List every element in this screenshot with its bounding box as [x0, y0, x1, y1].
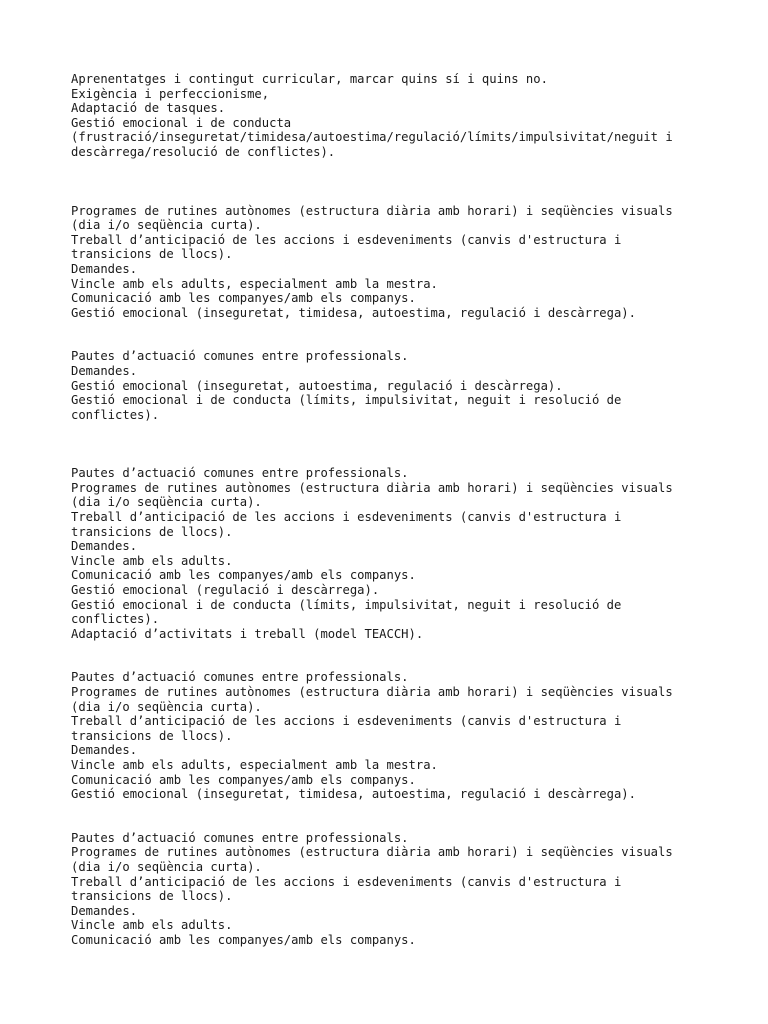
text-line: Pautes d’actuació comunes entre professionals. — [71, 830, 409, 845]
text-line: Programes de rutines autònomes (estructura diària amb horari) i seqüències visuals — [71, 203, 673, 218]
text-line: Demandes. — [71, 261, 138, 276]
document-page — [71, 72, 751, 948]
text-line: Vincle amb els adults. — [71, 553, 233, 568]
text-line: Gestió emocional i de conducta — [71, 115, 292, 130]
text-line: Comunicació amb les companyes/amb els companys. — [71, 291, 416, 306]
text-block-3 — [71, 349, 751, 422]
text-block-1 — [71, 72, 751, 160]
text-line: Adaptació de tasques. — [71, 101, 226, 116]
text-block-5 — [71, 670, 751, 801]
text-line: Adaptació d’activitats i treball (model TEACCH). — [71, 626, 424, 641]
text-line: Treball d’anticipació de les accions i esdeveniments (canvis d'estructura i — [71, 510, 622, 525]
text-line: (dia i/o seqüència curta). — [71, 218, 262, 233]
text-line: transicions de llocs). — [71, 889, 233, 904]
text-line: Vincle amb els adults. — [71, 918, 233, 933]
text-line: conflictes). — [71, 612, 160, 627]
text-line: Demandes. — [71, 539, 138, 554]
text-line: Gestió emocional i de conducta (límits, impulsivitat, neguit i resolució de — [71, 393, 622, 408]
text-line: (frustració/inseguretat/timidesa/autoestima/regulació/límits/impulsivitat/neguit i — [71, 130, 673, 145]
text-line: (dia i/o seqüència curta). — [71, 495, 262, 510]
text-line: (dia i/o seqüència curta). — [71, 699, 262, 714]
text-line: Comunicació amb les companyes/amb els companys. — [71, 772, 416, 787]
text-line: transicions de llocs). — [71, 728, 233, 743]
text-line: Pautes d’actuació comunes entre professionals. — [71, 349, 409, 364]
text-line: Vincle amb els adults, especialment amb la mestra. — [71, 757, 438, 772]
text-line: Treball d’anticipació de les accions i esdeveniments (canvis d'estructura i — [71, 232, 622, 247]
text-block-2 — [71, 204, 751, 321]
spacer — [71, 320, 751, 349]
text-line: Demandes. — [71, 743, 138, 758]
text-line: conflictes). — [71, 407, 160, 422]
text-line: Programes de rutines autònomes (estructura diària amb horari) i seqüències visuals — [71, 845, 673, 860]
text-line: Comunicació amb les companyes/amb els companys. — [71, 568, 416, 583]
text-line: Gestió emocional (inseguretat, timidesa, autoestima, regulació i descàrrega). — [71, 787, 636, 802]
spacer — [71, 641, 751, 670]
text-line: Exigència i perfeccionisme, — [71, 86, 270, 101]
text-line: descàrrega/resolució de conflictes). — [71, 144, 336, 159]
text-line: transicions de llocs). — [71, 247, 233, 262]
text-line: transicions de llocs). — [71, 524, 233, 539]
spacer — [71, 802, 751, 831]
text-line: Gestió emocional (regulació i descàrrega). — [71, 583, 380, 598]
text-line: Gestió emocional (inseguretat, autoestima, regulació i descàrrega). — [71, 378, 563, 393]
text-line: Demandes. — [71, 363, 138, 378]
text-block-6 — [71, 831, 751, 948]
text-line: Programes de rutines autònomes (estructura diària amb horari) i seqüències visuals — [71, 685, 673, 699]
text-line: Aprenentatges i contingut curricular, marcar quins sí i quins no. — [71, 72, 548, 86]
text-line: Gestió emocional i de conducta (límits, impulsivitat, neguit i resolució de — [71, 597, 622, 612]
spacer — [71, 160, 751, 204]
text-line: Treball d’anticipació de les accions i esdeveniments (canvis d'estructura i — [71, 714, 622, 729]
text-line: Comunicació amb les companyes/amb els companys. — [71, 932, 416, 947]
text-line: Pautes d’actuació comunes entre professionals. — [71, 466, 409, 481]
text-line: (dia i/o seqüència curta). — [71, 859, 262, 874]
text-line: Gestió emocional (inseguretat, timidesa, autoestima, regulació i descàrrega). — [71, 305, 636, 320]
text-block-4 — [71, 466, 751, 641]
text-line: Pautes d’actuació comunes entre professionals. — [71, 670, 409, 685]
text-line: Treball d’anticipació de les accions i esdeveniments (canvis d'estructura i — [71, 874, 622, 889]
spacer — [71, 422, 751, 466]
text-line: Programes de rutines autònomes (estructura diària amb horari) i seqüències visuals — [71, 480, 673, 495]
text-line: Demandes. — [71, 903, 138, 918]
text-line: Vincle amb els adults, especialment amb la mestra. — [71, 276, 438, 291]
